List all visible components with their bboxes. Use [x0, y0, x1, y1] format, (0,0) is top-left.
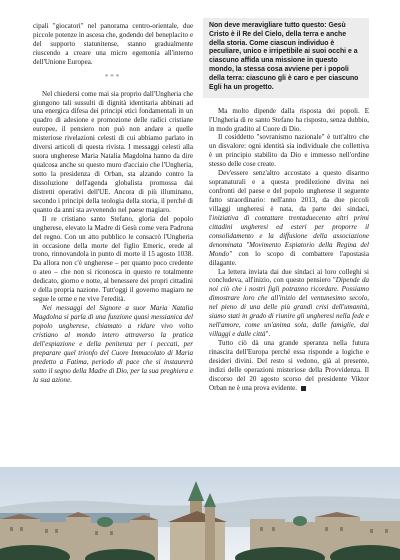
paragraph: Il re cristiano santo Stefano, gloria del popolo ungherese, elevato la Madre di Gesù come vera Padrona del regno. Con un atto pubblico le consacrò l'Ungheria in occasione della morte del figlio Emeric, erede al trono, rinnovandola in punto di morte il 15 agosto 1038. Da allora non c'è ungherese – per quanto poco credente o ateo – che non si riconosca in questo re totalmente dedicato, giorno e notte, al benessere dei propri cittadini e della propria nazione. Tutt'oggi il governo magiaro ne segue le orme e ne vive l'eredità. — [33, 214, 193, 304]
section-separator: *** — [104, 72, 122, 81]
city-panorama-illustration — [0, 467, 400, 560]
paragraph: Il cosiddetto "sovranismo nazionale" è tutt'altro che un disvalore: ogni identità sia individuale che collettiva è un principio stabilito da Dio e immesso nell'ordine stesso delle cose create. — [209, 133, 369, 169]
paragraph-emphasis: iniziativa di contattare trentaduecento altri primi cittadini ungheresi ed esteri per proporre il consolidamento e la diffusione della associazione denominata "Movimento Espiatorio della Regina del Mondo" — [209, 213, 369, 258]
city-panorama-image — [0, 467, 400, 560]
paragraph — [209, 339, 369, 393]
paragraph-text: Tutto ciò dà una grande speranza nella futura rinascita dell'Europa perché essa risponde a logiche e desideri divini. Del resto si vedono, già al presente, indizi delle operazioni misteriose della Provvidenza. Il discorso del 20 agosto scorso del presidente Viktor Orban ne è una prova evidente. — [209, 339, 369, 392]
paragraph-text: ". — [265, 330, 271, 339]
paragraph: Nel chiedersi come mai sia proprio dall'Ungheria che giungono tali sussulti di dignità identitaria abbinati ad una energica difesa dei principi etici fondamentali in un quadro di adesione e promozione delle radici cristiane europee, il pensiero non può non andare a quelle misteriose rivelazioni celesti di cui abbiamo parlato in diversi articoli di questa rivista. I messaggi celesti alla suora ungherese Maria Natalia Magdolna hanno da dire qualcosa anche su questo muro d'acciaio che l'Ungheria, sotto la presidenza di Orban, sta alzando contro la dissoluzione dell'agenda globalista promossa dai distretti operativi dell'UE. Ancora di più illuminano, secondo i principi della teologia della storia, il perché di quanto da anni sta avvenendo nel paese magiaro. — [33, 89, 193, 214]
paragraph-text: Dev'essere senz'altro accostato a questo disarmo sopranaturali e a questa predilezione divina nei confronti del paese e del popolo ungherese il seguente fatto straordinario: nell'anno 2013, da due piccoli villaggi ungheresi è nata, da parte dei sindaci, l' — [209, 169, 369, 222]
left-column — [33, 22, 193, 385]
end-of-article-mark — [301, 386, 306, 391]
paragraph-text: con lo scopo di combattere l'apostasia dilagante. — [209, 249, 369, 267]
paragraph: cipali "giocatori" nel panorama centro-orientale, due piccole potenze in ascesa che, godendo del beneplacito e del supporto statunitense, stanno gradualmente riuscendo a creare una micro egemonia all'interno dell'Unione Europea. — [33, 22, 193, 66]
paragraph — [209, 268, 369, 340]
paragraph-text: La lettera inviata dai due sindaci ai loro colleghi si concludeva, all'inizio, con questo pensiero " — [209, 267, 369, 285]
paragraph: Ma molto dipende dalla risposta dei popoli. E l'Ungheria di re santo Stefano ha risposto, senza dubbio, in modo gradito al Cuore di Dio. — [209, 106, 369, 133]
right-column — [209, 22, 369, 393]
pull-quote-box: Non deve meravigliare tutto questo: Gesù Cristo è il Re del Cielo, della terra e anche della storia. Come ciascun individuo è peculiare, unico e irripetibile ai suoi occhi e a ciascuno affida una missione in questo mondo, la stessa cosa avviene per i popoli della terra: ciascuno gli è caro e per ciascuno Egli ha un progetto. — [203, 18, 369, 98]
paragraph — [209, 169, 369, 267]
paragraph-italic: Nei messaggi del Signore a suor Maria Natalia Magdolna si parla di una funzione quasi messianica del popolo ungherese, chiamato a ridare vivo volto cristiano al mondo intero attraverso la pratica dell'espiazione e della penitenza per i peccati, per preparare quel trionfo del Cuore Immacolato di Maria predetto a Fatima, periodo di pace che si instaurerà sotto il segno della Madre di Dio, per la sua preghiera e la sua azione. — [33, 304, 193, 384]
paragraph-emphasis: Dipende da noi ciò che i nostri figli potranno ricordare. Possiamo dimostrare loro che all'inizio del ventunesimo secolo, nel pieno di una delle più grandi crisi dell'umanità, siamo stati in grado di riunire gli ungheresi nella fede e nell'amore, come un'anima sola, dalle famiglie, dai villaggi e dalle città — [209, 276, 369, 339]
